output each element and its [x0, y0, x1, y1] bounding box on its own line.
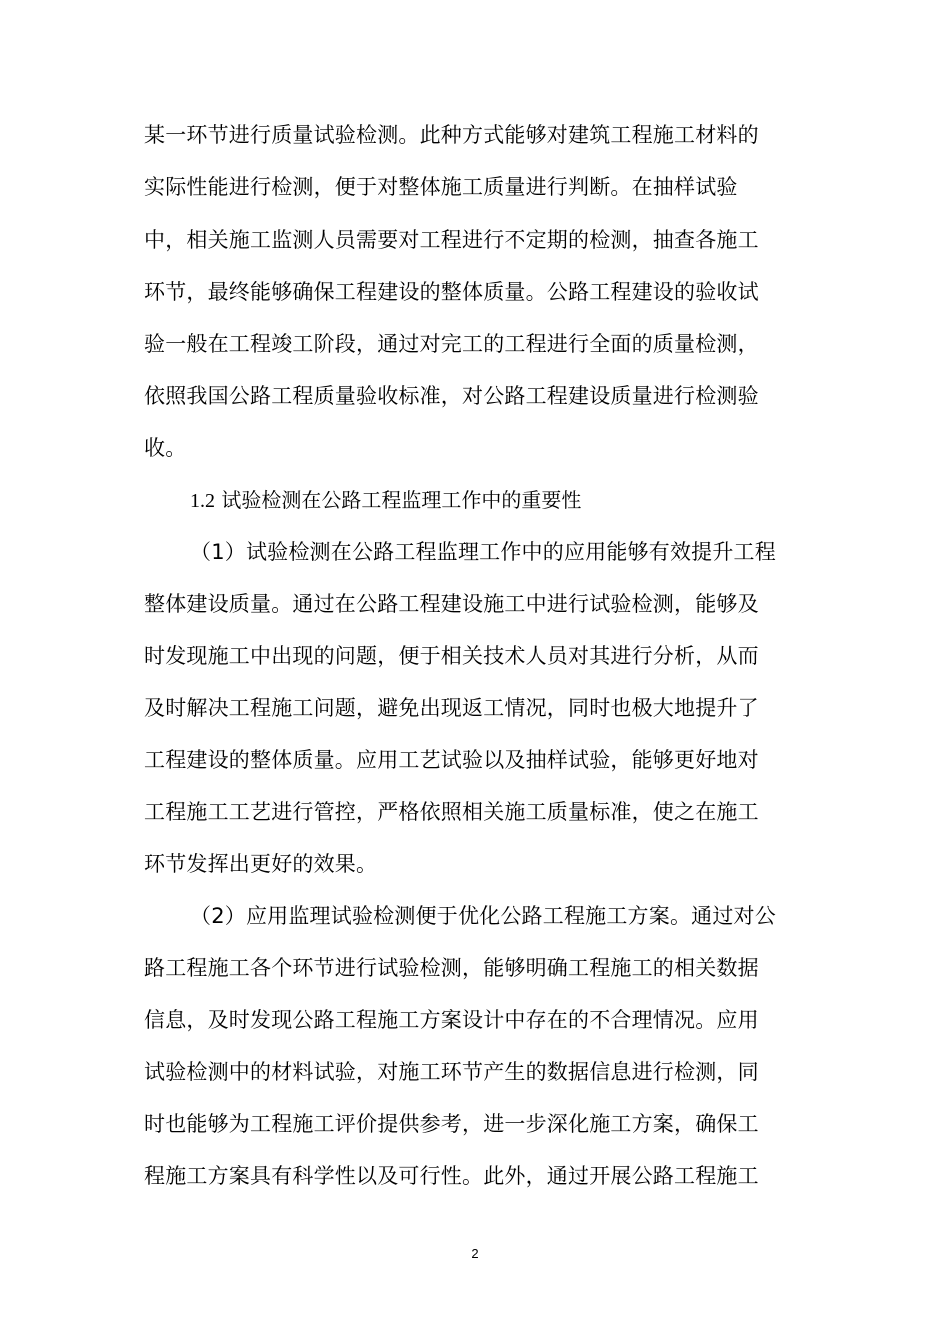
text-line: 实际性能进行检测，便于对整体施工质量进行判断。在抽样试验	[144, 175, 738, 199]
text-line: （1）试验检测在公路工程监理工作中的应用能够有效提升工程	[190, 540, 776, 564]
section-title: 试验检测在公路工程监理工作中的重要性	[221, 488, 582, 512]
section-number: 1.2	[190, 490, 215, 512]
text-line: 信息，及时发现公路工程施工方案设计中存在的不合理情况。应用	[144, 1008, 759, 1032]
text-line: 时发现施工中出现的问题，便于相关技术人员对其进行分析，从而	[144, 644, 759, 668]
text-line: 收。	[144, 436, 187, 460]
text-line: 验一般在工程竣工阶段，通过对完工的工程进行全面的质量检测，	[144, 332, 759, 356]
section-heading	[190, 485, 581, 516]
text-line: （2）应用监理试验检测便于优化公路工程施工方案。通过对公	[190, 904, 776, 928]
text-line: 依照我国公路工程质量验收标准，对公路工程建设质量进行检测验	[144, 384, 759, 408]
text-line: 整体建设质量。通过在公路工程建设施工中进行试验检测，能够及	[144, 592, 759, 616]
page-number: 2	[471, 1246, 479, 1261]
text-line: 环节发挥出更好的效果。	[144, 852, 378, 876]
text-line: 工程建设的整体质量。应用工艺试验以及抽样试验，能够更好地对	[144, 748, 759, 772]
text-line: 时也能够为工程施工评价提供参考，进一步深化施工方案，确保工	[144, 1112, 759, 1136]
text-line: 工程施工工艺进行管控，严格依照相关施工质量标准，使之在施工	[144, 800, 759, 824]
text-line: 程施工方案具有科学性以及可行性。此外，通过开展公路工程施工	[144, 1164, 759, 1188]
text-line: 及时解决工程施工问题，避免出现返工情况，同时也极大地提升了	[144, 696, 759, 720]
text-line: 某一环节进行质量试验检测。此种方式能够对建筑工程施工材料的	[144, 123, 759, 147]
text-line: 试验检测中的材料试验，对施工环节产生的数据信息进行检测，同	[144, 1060, 759, 1084]
text-line: 环节，最终能够确保工程建设的整体质量。公路工程建设的验收试	[144, 280, 759, 304]
text-line: 中，相关施工监测人员需要对工程进行不定期的检测，抽查各施工	[144, 228, 759, 252]
text-line: 路工程施工各个环节进行试验检测，能够明确工程施工的相关数据	[144, 956, 759, 980]
